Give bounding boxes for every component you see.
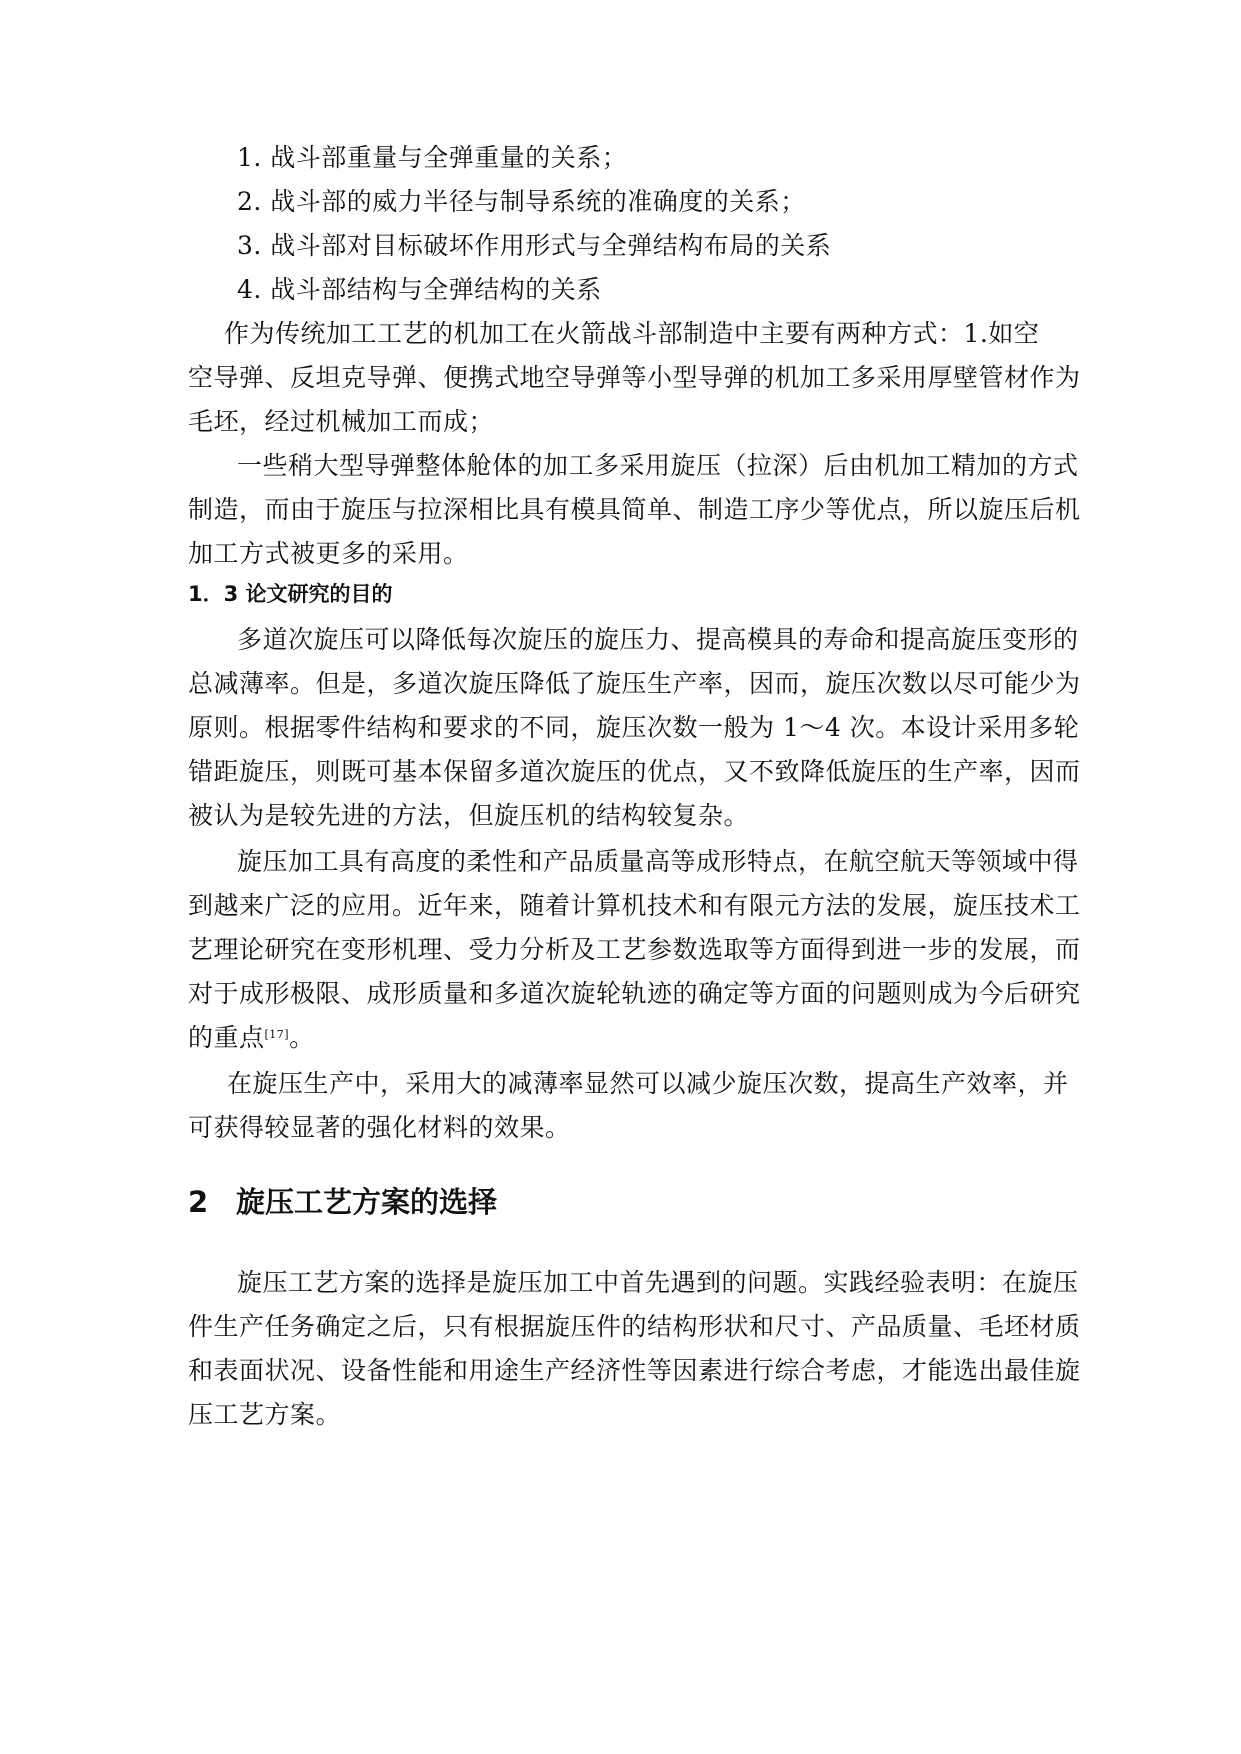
paragraph-line: 到越来广泛的应用。近年来，随着计算机技术和有限元方法的发展，旋压技术工 [188,891,1081,920]
paragraph-line: 一些稍大型导弹整体舱体的加工多采用旋压（拉深）后由机加工精加的方式 [237,451,1079,480]
paragraph-line: 旋压工艺方案的选择是旋压加工中首先遇到的问题。实践经验表明：在旋压 [237,1268,1079,1297]
paragraph-line: 和表面状况、设备性能和用途生产经济性等因素进行综合考虑，才能选出最佳旋 [188,1356,1081,1385]
paragraph-line: 毛坯，经过机械加工而成； [188,407,495,436]
list-item: 1. 战斗部重量与全弹重量的关系； [237,143,628,172]
paragraph-line: 原则。根据零件结构和要求的不同，旋压次数一般为 1～4 次。本设计采用多轮 [188,713,1080,742]
list-item: 2. 战斗部的威力半径与制导系统的准确度的关系； [237,187,806,216]
paragraph-line: 旋压加工具有高度的柔性和产品质量高等成形特点，在航空航天等领域中得 [237,847,1079,876]
list-item: 3. 战斗部对目标破坏作用形式与全弹结构布局的关系 [237,231,832,260]
paragraph-line: 多道次旋压可以降低每次旋压的旋压力、提高模具的寿命和提高旋压变形的 [237,625,1079,654]
chapter-number: 2 [188,1185,209,1219]
paragraph-line: 总减薄率。但是，多道次旋压降低了旋压生产率，因而，旋压次数以尽可能少为 [188,669,1081,698]
chapter-title: 旋压工艺方案的选择 [236,1185,498,1219]
list-item: 4. 战斗部结构与全弹结构的关系 [237,275,602,304]
paragraph-line: 件生产任务确定之后，只有根据旋压件的结构形状和尺寸、产品质量、毛坯材质 [188,1312,1081,1341]
citation-reference: [17] [264,1028,290,1041]
chapter-heading [188,1177,497,1227]
paragraph-line: 可获得较显著的强化材料的效果。 [188,1113,571,1142]
paragraph-line: 对于成形极限、成形质量和多道次旋轮轨迹的确定等方面的问题则成为今后研究 [188,979,1081,1008]
paragraph-line: 艺理论研究在变形机理、受力分析及工艺参数选取等方面得到进一步的发展，而 [188,935,1081,964]
paragraph-line: 错距旋压，则既可基本保留多道次旋压的优点，又不致降低旋压的生产率，因而 [188,757,1081,786]
section-heading: 1．3 论文研究的目的 [188,582,393,606]
paragraph-line: 被认为是较先进的方法，但旋压机的结构较复杂。 [188,801,750,830]
paragraph-line: 压工艺方案。 [188,1400,342,1429]
paragraph-text: 的重点 [188,1023,265,1052]
paragraph-line: 作为传统加工工艺的机加工在火箭战斗部制造中主要有两种方式：1.如空 [224,319,1040,348]
paragraph-line [188,1013,1058,1062]
paragraph-text: 。 [289,1023,315,1052]
paragraph-line: 在旋压生产中，采用大的减薄率显然可以减少旋压次数，提高生产效率，并 [227,1069,1069,1098]
paragraph-line: 加工方式被更多的采用。 [188,539,469,568]
paragraph-line: 空导弹、反坦克导弹、便携式地空导弹等小型导弹的机加工多采用厚壁管材作为 [188,363,1081,392]
paragraph-line: 制造，而由于旋压与拉深相比具有模具简单、制造工序少等优点，所以旋压后机 [188,495,1081,524]
